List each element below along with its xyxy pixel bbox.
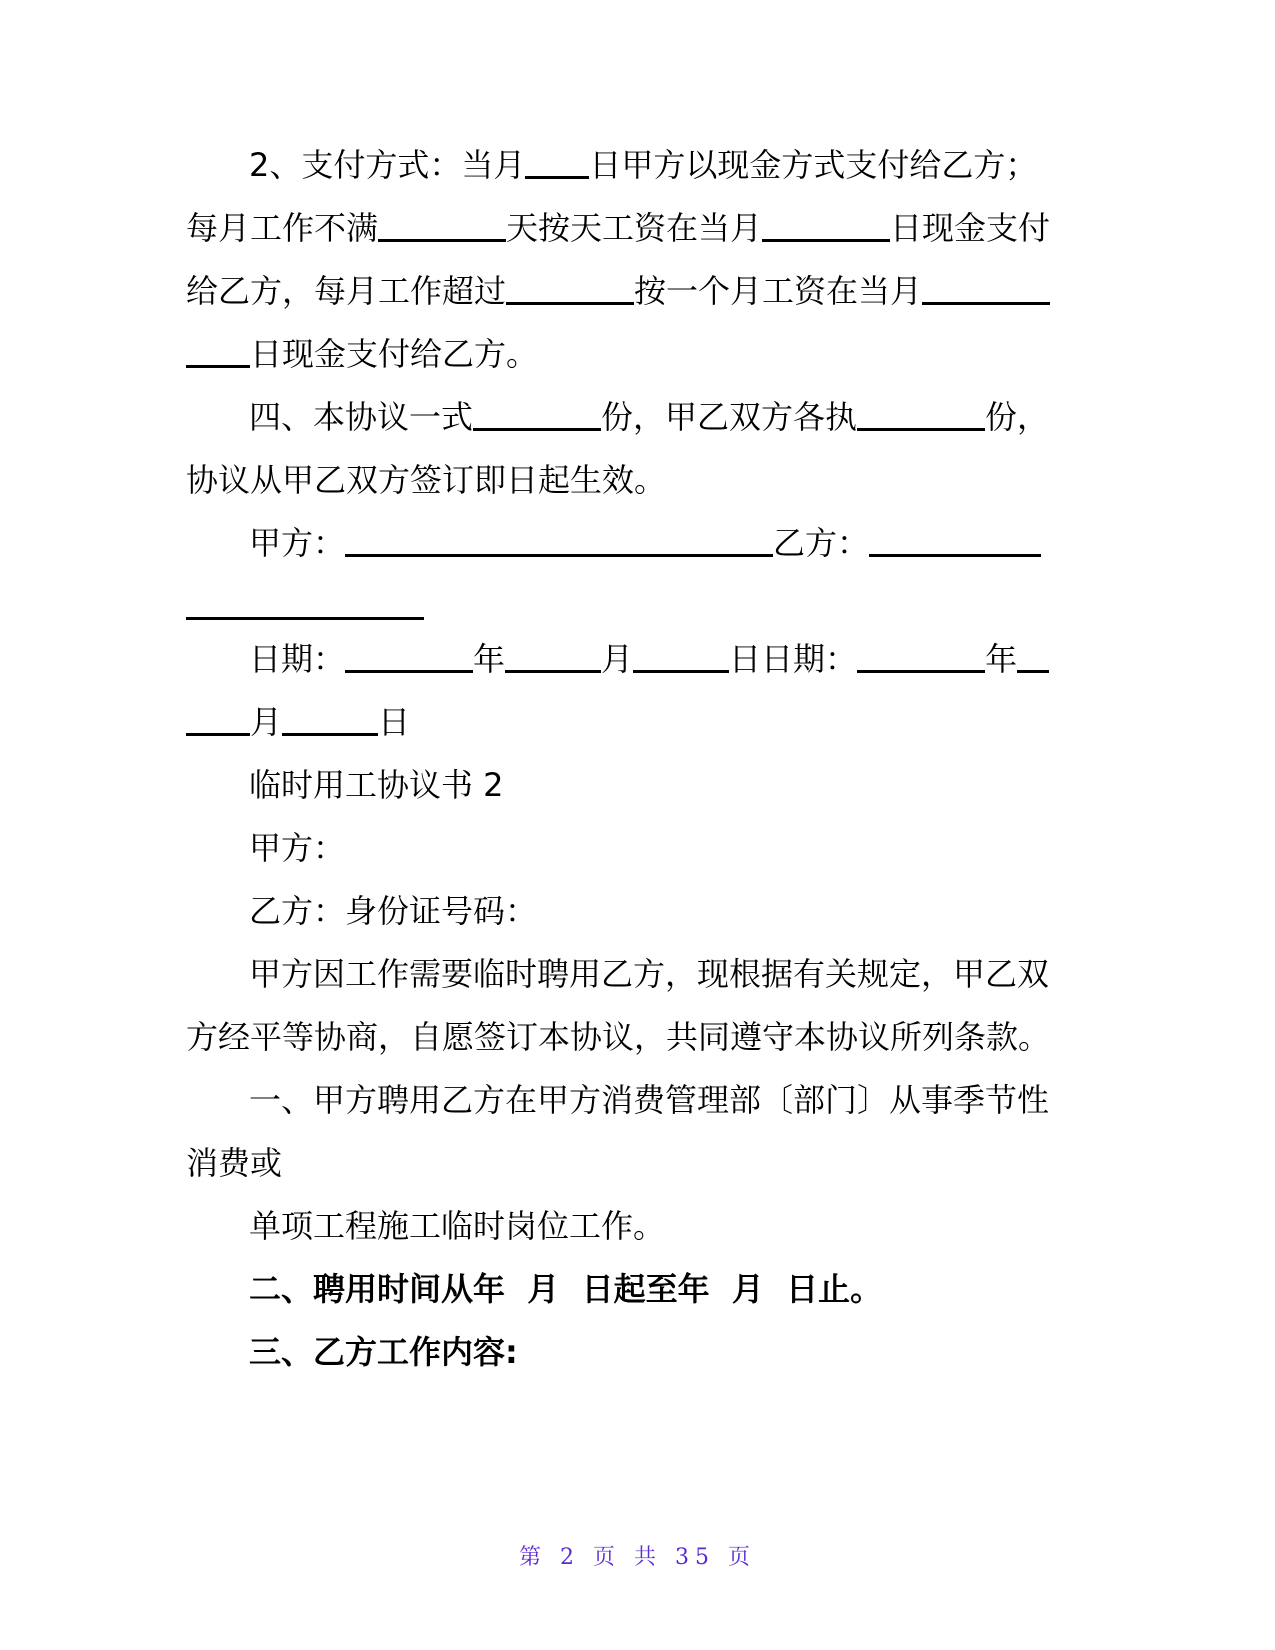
page-number-footer: 第 2 页 共 35 页: [519, 1545, 756, 1570]
text: 2、支付方式：当月: [249, 146, 526, 184]
text-line: [186, 258, 1086, 324]
blank-field: [1017, 634, 1049, 673]
party-b-label: 乙方：: [773, 524, 870, 562]
party-a-line: [249, 815, 1086, 881]
clause-heading: [249, 1256, 1086, 1322]
text: 日期：: [249, 640, 346, 678]
blank-field: [857, 392, 985, 431]
text: 二、聘用时间从年 月 日起至年 月 日止。: [249, 1270, 883, 1308]
date-line: [249, 626, 1086, 692]
text-line: [186, 195, 1086, 261]
text: 日: [378, 703, 411, 741]
payment-method-line: [249, 132, 1086, 198]
signature-blank: [869, 518, 1041, 557]
text: 天按天工资在当月: [506, 209, 763, 247]
paragraph-line: [249, 1193, 1086, 1259]
text-line: [186, 447, 1086, 513]
text: 日日期：: [729, 640, 858, 678]
text: 份，甲乙双方各执: [601, 398, 858, 436]
text: 单项工程施工临时岗位工作。: [249, 1207, 666, 1245]
signature-blank: [186, 581, 424, 620]
blank-field: [505, 634, 601, 673]
blank-field: [857, 634, 985, 673]
blank-field: [922, 266, 1050, 305]
text: 甲方：: [249, 829, 346, 867]
blank-field: [506, 266, 634, 305]
blank-field: [525, 140, 589, 179]
blank-field: [473, 392, 601, 431]
blank-field: [633, 634, 729, 673]
paragraph-line: [249, 1067, 1086, 1133]
text: 三、乙方工作内容:: [249, 1333, 518, 1371]
text: 年: [473, 640, 506, 678]
signature-blank: [345, 518, 773, 557]
text: 临时用工协议书 2: [249, 766, 504, 804]
clause-heading: [249, 1319, 1086, 1385]
text: 乙方：身份证号码：: [249, 892, 538, 930]
text: 按一个月工资在当月: [634, 272, 923, 310]
text-line: [186, 321, 1086, 387]
signature-line: [249, 510, 1086, 576]
text: 消费或: [186, 1144, 283, 1182]
date-continuation: [186, 689, 1086, 755]
text: 日甲方以现金方式支付给乙方；: [589, 146, 1038, 184]
paragraph-line: [249, 941, 1086, 1007]
blank-field: [378, 203, 506, 242]
text: 年: [985, 640, 1018, 678]
blank-field: [282, 697, 378, 736]
section-title: [249, 752, 1086, 818]
text: 协议从甲乙双方签订即日起生效。: [186, 461, 667, 499]
text: 方经平等协商，自愿签订本协议，共同遵守本协议所列条款。: [186, 1018, 1051, 1056]
text: 月: [250, 703, 283, 741]
text: 份，: [985, 398, 1050, 436]
text: 甲方因工作需要临时聘用乙方，现根据有关规定，甲乙双: [249, 955, 1050, 993]
blank-field: [186, 697, 250, 736]
blank-field: [762, 203, 890, 242]
text: 月: [601, 640, 634, 678]
text: 日现金支付给乙方。: [250, 335, 539, 373]
copies-clause: [249, 384, 1086, 450]
text: 每月工作不满: [186, 209, 379, 247]
text: 一、甲方聘用乙方在甲方消费管理部〔部门〕从事季节性: [249, 1081, 1050, 1119]
party-a-label: 甲方：: [249, 524, 346, 562]
blank-field: [186, 329, 250, 368]
text: 日现金支付: [890, 209, 1051, 247]
paragraph-line: [186, 1130, 1086, 1196]
text: 四、本协议一式: [249, 398, 474, 436]
text: 给乙方，每月工作超过: [186, 272, 507, 310]
paragraph-line: [186, 1004, 1086, 1070]
blank-field: [345, 634, 473, 673]
party-b-line: [249, 878, 1086, 944]
